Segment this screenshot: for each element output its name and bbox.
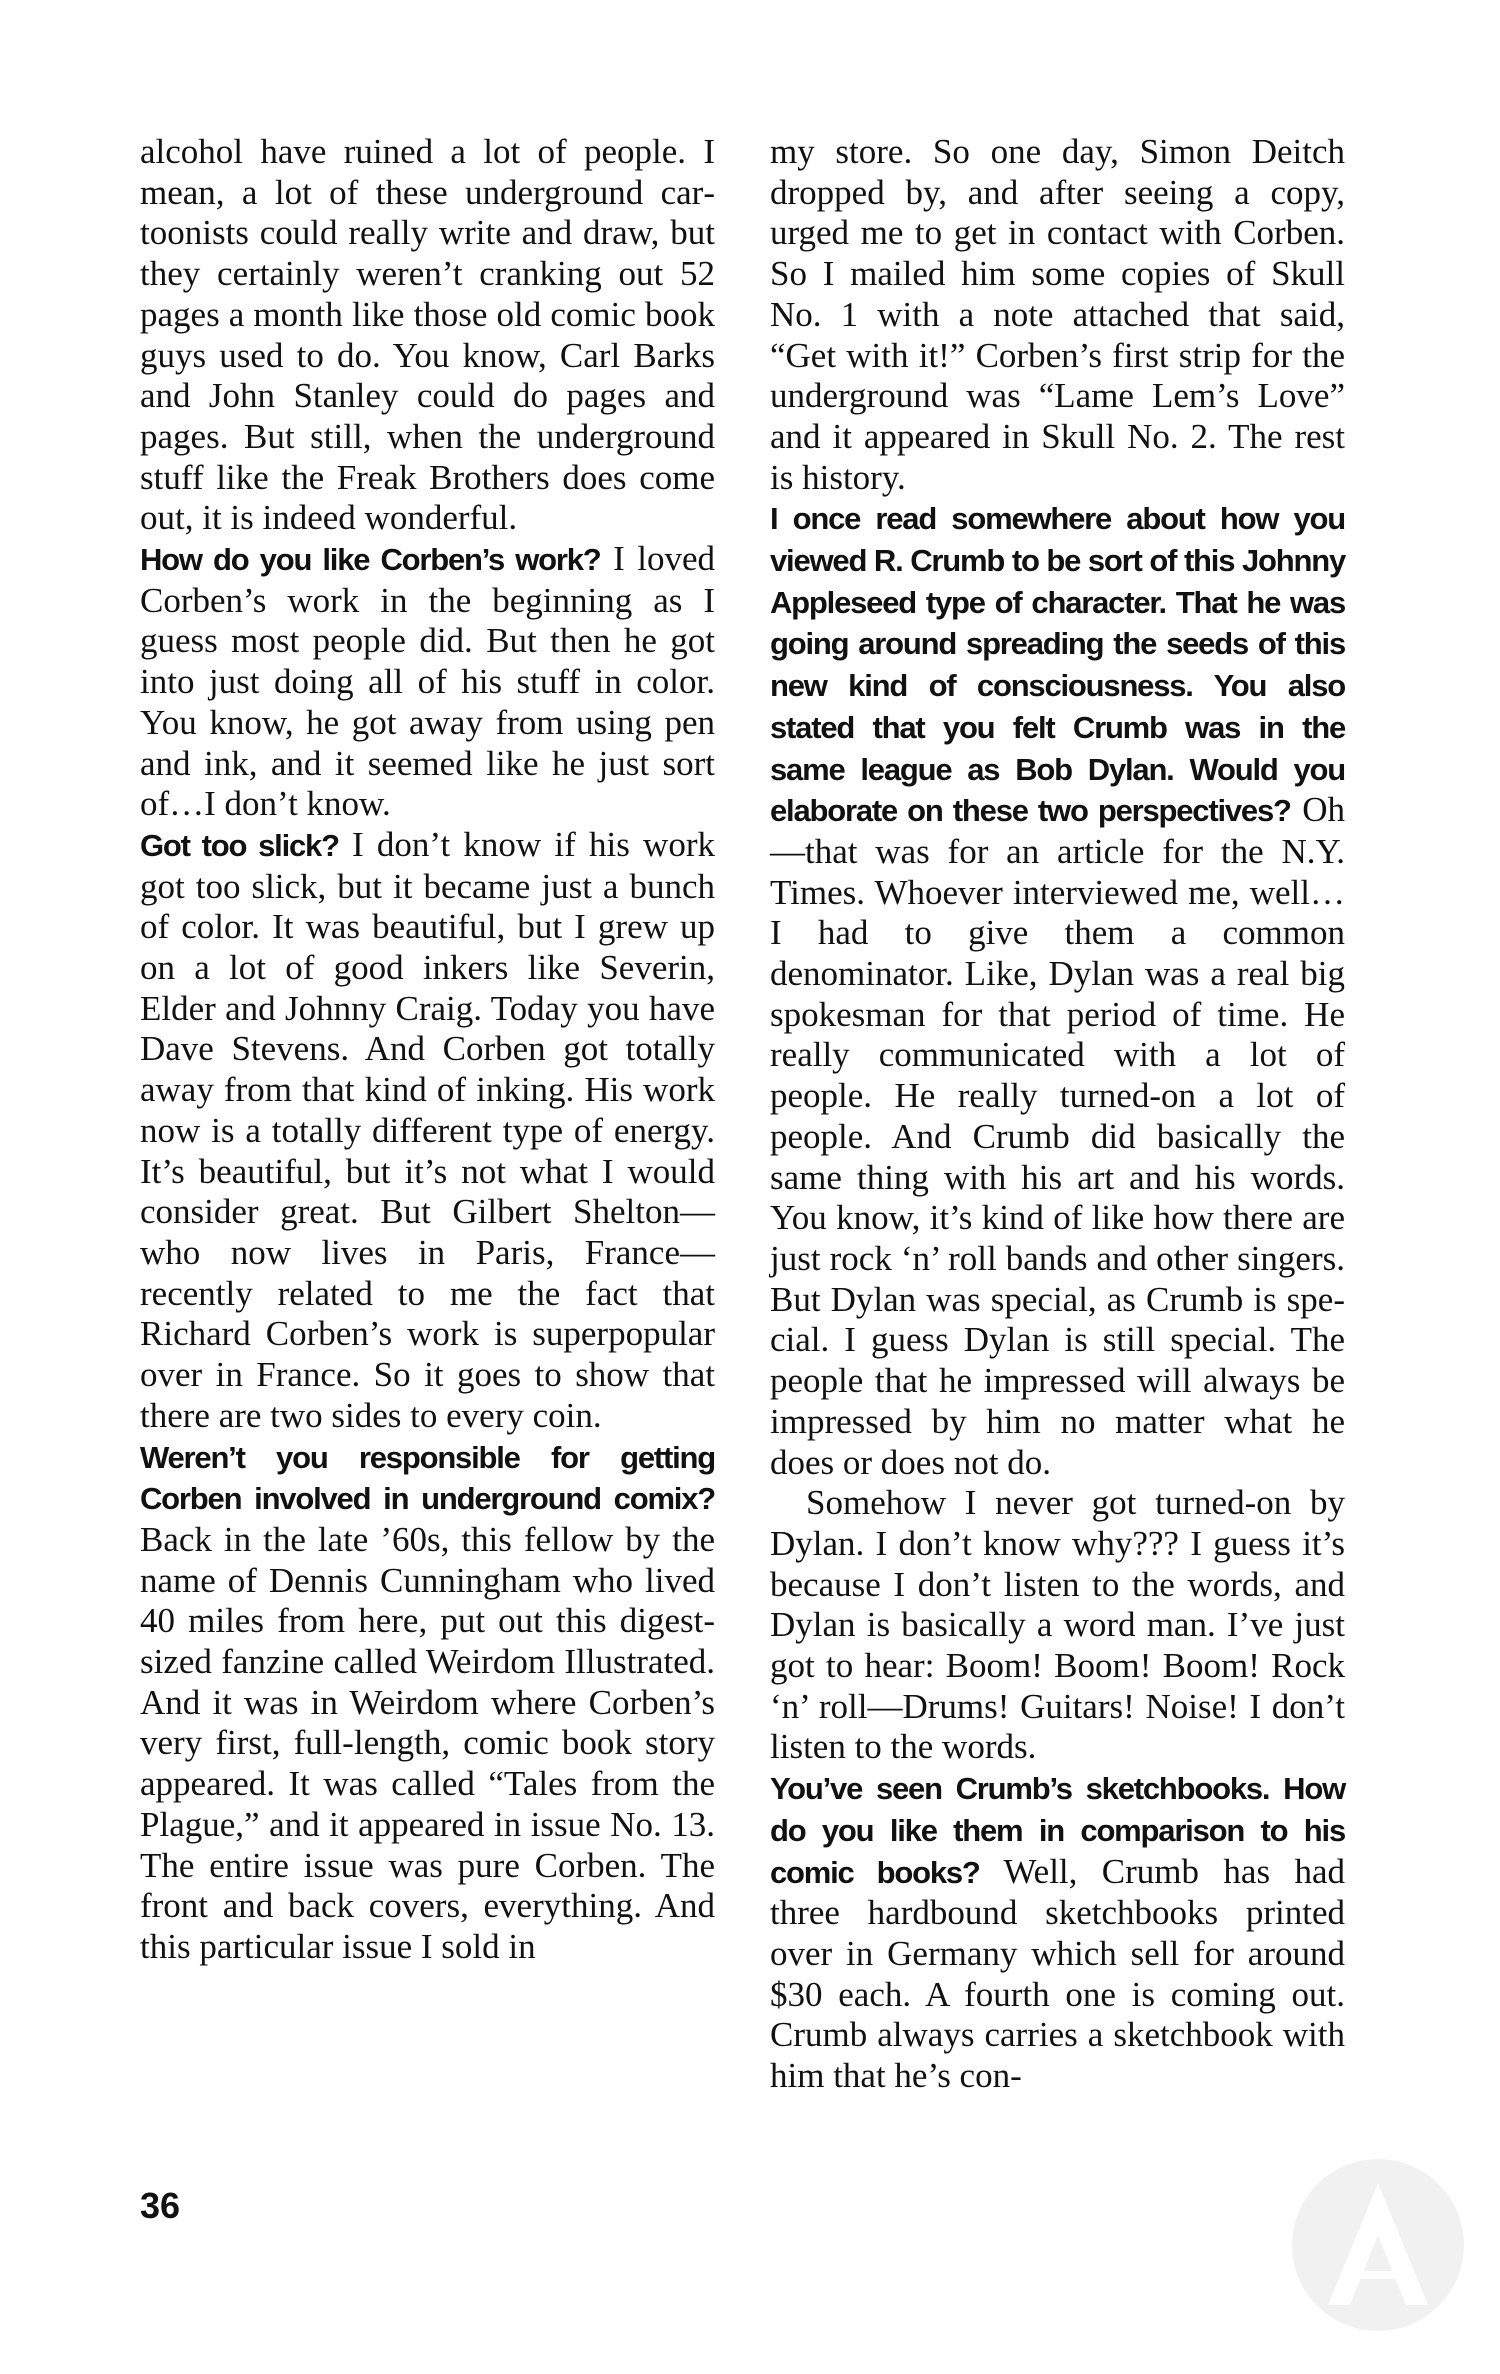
qa-paragraph: [140, 1437, 715, 1968]
question: How do you like Corben’s work?: [140, 542, 601, 578]
qa-paragraph: [770, 1768, 1345, 2097]
qa-paragraph: [770, 498, 1345, 1483]
qa-paragraph: [140, 825, 715, 1437]
answer-paragraph: Somehow I never got turned-on by Dylan. I don’t know why??? I guess it’s because I don’t listen to the words, and Dylan is basically a word man. I’ve just got to hear: Boom! Boom! Boom! Rock ‘n’ roll—Drums! Guitars! Noise! I don’t listen to the words.: [770, 1483, 1345, 1767]
answer: I loved Corben’s work in the beginning as I guess most people did. But then he got into just doing all of his stuff in color. You know, he got away from using pen and ink, and it seemed like he just sort of…I don’t know.: [140, 539, 716, 824]
answer-paragraph: alcohol have ruined a lot of people. I mean, a lot of these underground cartoonists could really write and draw, but they certainly weren’t cranking out 52 pages a month like those old comic book guys used to do. You know, Carl Barks and John Stanley could do pages and pages. But still, when the underground stuff like the Freak Brothers does come out, it is indeed wonderful.: [140, 132, 715, 538]
answer: I don’t know if his work got too slick, but it became just a bunch of color. It was beautiful, but I grew up on a lot of good inkers like Severin, Elder and Johnny Craig. Today you have Dave Stevens. And Corben got totally away from that kind of inking. His work now is a totally different type of energy. It’s beautiful, but it’s not what I would consider great. But Gilbert Shelton—who now lives in Paris, France—recently related to me the fact that Richard Corben’s work is superpopular over in France. So it goes to show that there are two sides to every coin.: [140, 824, 715, 1435]
question: I once read somewhere about how you viewed R. Crumb to be sort of this Johnny Appleseed type of character. That he was going around spreading the seeds of this new kind of consciousness. You also stated that you felt Crumb was in the same league as Bob Dylan. Would you elaborate on these two perspectives?: [770, 501, 1345, 829]
left-column: [140, 132, 715, 1968]
watermark-logo-icon: [1288, 2155, 1468, 2335]
answer: Back in the late ’60s, this fellow by the name of Dennis Cunningham who lived 40 miles from here, put out this digest-sized fanzine called Weirdom Illustrated. And it was in Weirdom where Corben’s very first, full-length, comic book story appeared. It was called “Tales from the Plague,” and it appeared in issue No. 13. The entire issue was pure Corben. The front and back covers, everything. And this particular issue I sold in: [140, 1519, 715, 1966]
right-column: [770, 132, 1345, 2097]
answer: Well, Crumb has had three hardbound sketchbooks printed over in Germany which sell for around $30 each. A fourth one is coming out. Crumb always carries a sketchbook with him that he’s con-: [770, 1851, 1345, 2096]
answer: Oh—that was for an article for the N.Y. Times. Whoever interviewed me, well…I had to give them a common denominator. Like, Dylan was a real big spokesman for that period of time. He really communicated with a lot of people. He really turned-on a lot of people. And Crumb did basically the same thing with his art and his words. You know, it’s kind of like how there are just rock ‘n’ roll bands and other singers. But Dylan was special, as Crumb is special. I guess Dylan is still special. The people that he impressed will always be impressed by him no matter what he does or does not do.: [770, 790, 1345, 1482]
page-number: 36: [140, 2185, 181, 2226]
question: You’ve seen Crumb’s sketchbooks. How do you like them in comparison to his comic books?: [770, 1771, 1345, 1890]
question: Got too slick?: [140, 827, 339, 863]
qa-paragraph: [140, 539, 715, 825]
answer-paragraph: my store. So one day, Simon Deitch dropped by, and after seeing a copy, urged me to get in contact with Corben. So I mailed him some copies of Skull No. 1 with a note attached that said, “Get with it!” Corben’s first strip for the underground was “Lame Lem’s Love” and it appeared in Skull No. 2. The rest is history.: [770, 132, 1345, 497]
question: Weren’t you responsible for getting Corben involved in underground comix?: [140, 1439, 715, 1517]
